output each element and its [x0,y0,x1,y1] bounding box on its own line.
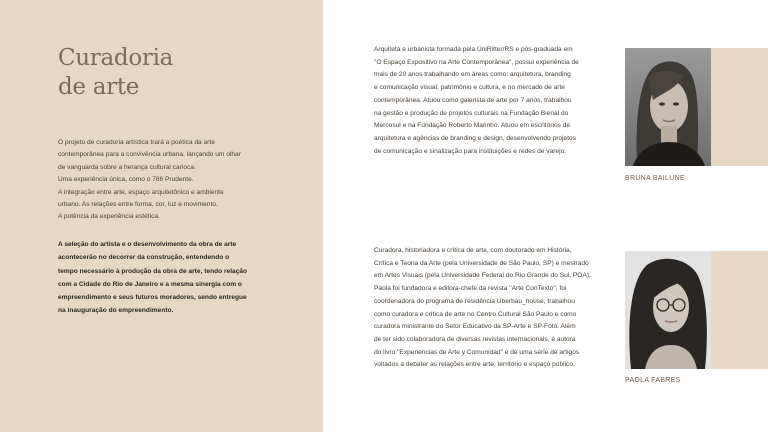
intro-line: A integração entre arte, espaço arquitetônico e ambiente [58,188,224,196]
bio-line: coordenadora do programa de residência Uberbau_house, trabalhou [374,297,575,305]
bio-line: Mercosul e na Fundação Roberto Marinho. Atuou em escritórios de [374,122,571,130]
bio-line: e comunicação visual, patrimônio e cultura, e no mercado de arte [374,84,565,92]
bio-line: "O Espaço Expositivo na Arte Contemporânea", possui experiência de [374,58,579,66]
bio-line: curadora ministrante do Setor Educativo da SP-Arte e SP-Foto. Além [374,323,576,331]
bold-paragraph [58,238,272,318]
portrait-frame-bruna [625,48,768,166]
intro-line: de vanguarda sobre a herança cultural carioca. [58,163,196,171]
bold-line: acontecerão no decorrer da construção, entendendo o [58,254,230,262]
bio-line: mais de 20 anos trabalhando em áreas como: arquitetura, branding [374,71,571,79]
bold-line: tempo necessário à produção da obra de arte, tendo relação [58,267,248,275]
bio-line: em Artes Visuais (pela Universidade Federal do Rio Grande do Sul, POA). [374,272,591,280]
bio-line: de ter sido colaboradora de diversas revistas internacionais, é autora [374,335,576,343]
bio-line: Paola foi fundadora e editora-chefe da revista "Arte ConTexto", foi [374,285,567,293]
curator-bio-paola [374,245,614,372]
intro-paragraph [58,137,272,224]
bio-line: contemporânea. Atuou como galerista de arte por 7 anos, trabalhou [374,96,572,104]
intro-line: contemporânea para a convivência urbana, lançando um olhar [58,151,241,159]
portrait-photo-paola [625,251,711,369]
title-line-2: de arte [58,74,140,100]
bio-line: de comunicação e sinalização para instituições e redes de varejo. [374,147,567,155]
bio-line: voltados a debater as relações entre arte, território e espaço público. [374,361,575,369]
intro-line: O projeto de curadoria artística trará a poética da arte [58,139,215,146]
bio-line: Crítica e Teoria da Arte (pela Universidade de São Paulo, SP) e mestrado [374,259,589,267]
intro-line: urbano. As relações entre forma, cor, luz e movimento. [58,201,218,209]
bio-line: Arquiteta e urbanista formada pela UniRitter/RS e pós-graduada em [374,46,573,53]
bold-line: A seleção do artista e o desenvolvimento da obra de arte [58,241,237,248]
bio-line: do livro "Experiencias de Arte y Comunidad" e de uma série de artigos [374,348,580,356]
bio-line: arquitetura e agências de branding e design, desenvolvendo projetos [374,134,576,142]
intro-line: A potência da experiência estética. [58,213,160,221]
portrait-frame-paola [625,251,768,369]
curator-bio-bruna [374,44,614,158]
curator-name-paola: PAOLA FABRES [625,377,681,384]
bio-line: Curadora, historiadora e crítica de arte, com doutorado em História, [374,247,572,254]
curator-name-bruna: BRUNA BAILUNE [625,175,685,182]
title-line-1: Curadoria [58,45,174,71]
bio-line: na gestão e produção de projetos culturais na Fundação Bienal do [374,109,569,117]
bold-line: com a Cidade do Rio de Janeiro e a mesma sinergia com o [58,280,242,288]
portrait-photo-bruna [625,48,711,166]
intro-line: Uma experiência única, como o 786 Prudente. [58,176,194,184]
page-title [58,44,173,102]
bold-line: na inauguração do empreendimento. [58,307,174,315]
bold-line: empreendimento e seus futuros moradores, sendo entregue [58,294,247,302]
bio-line: como curadora e crítica de arte no Centro Cultural São Paulo e como [374,310,577,318]
